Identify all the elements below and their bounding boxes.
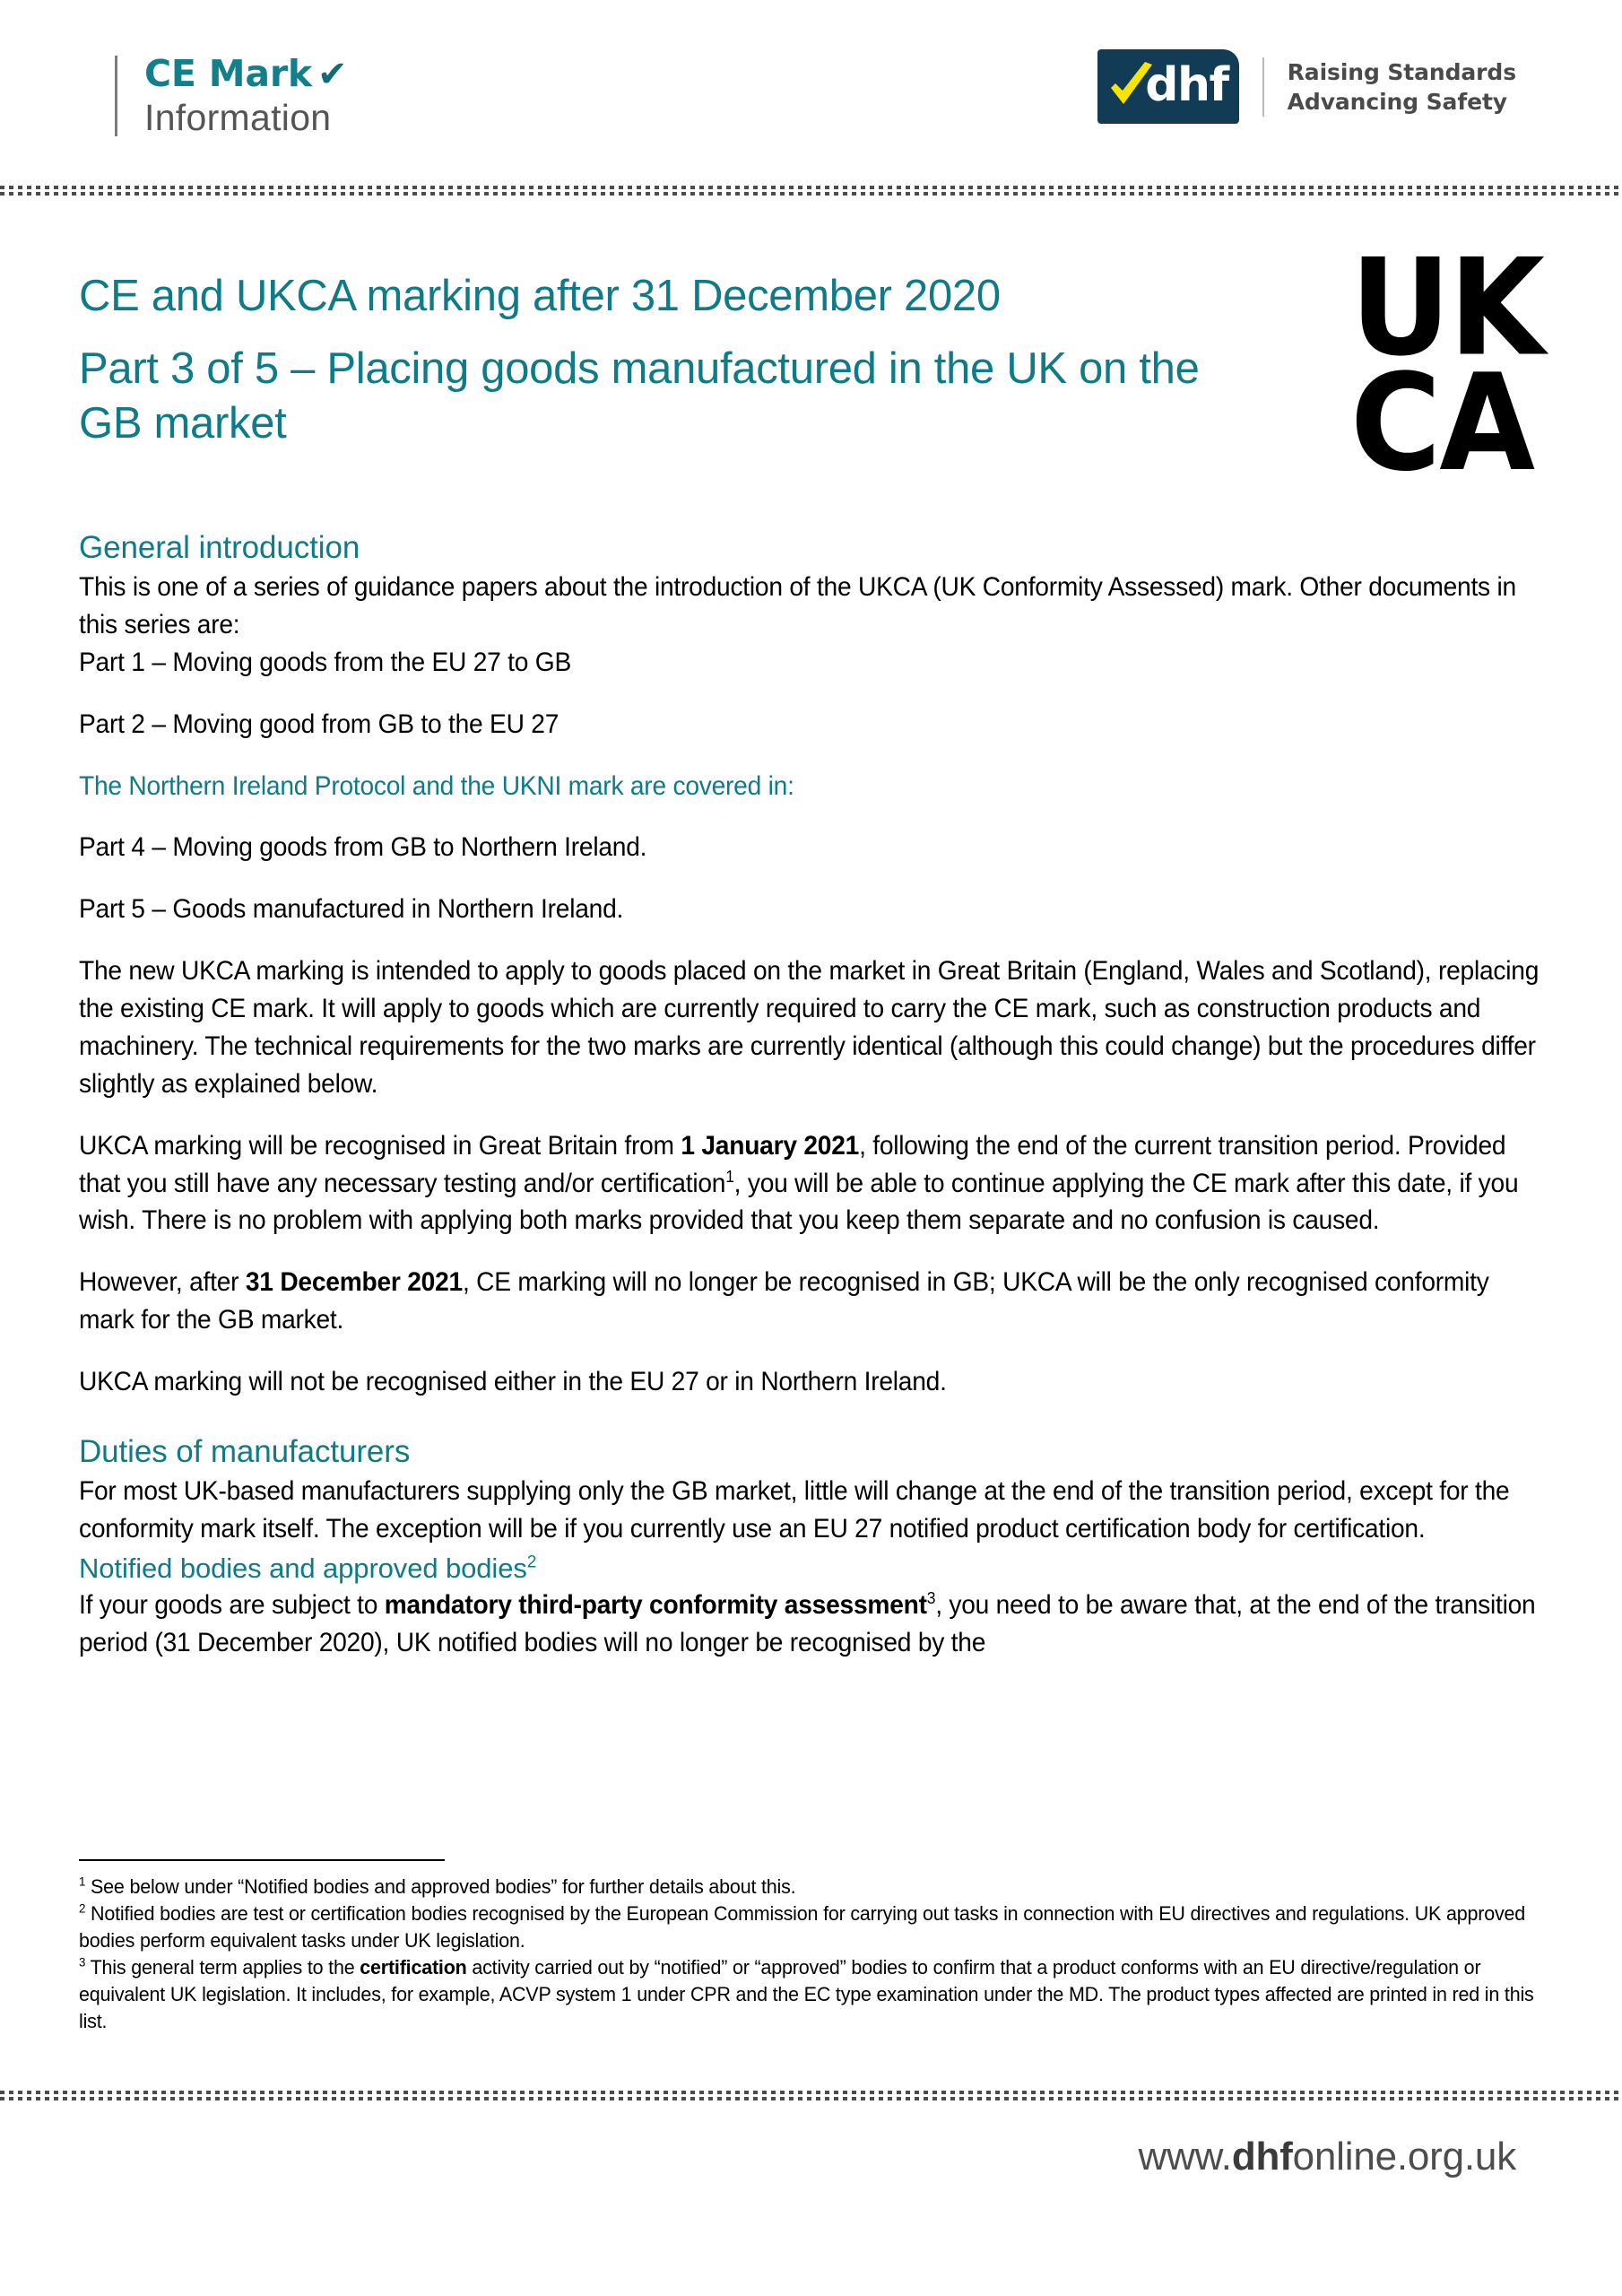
ukca-logo-line-2: CA — [1350, 344, 1534, 501]
footer-website-url[interactable] — [1139, 2135, 1517, 2179]
paragraph-part-1: Part 1 – Moving goods from the EU 27 to GB — [79, 647, 572, 677]
ce-mark-information-logo — [115, 52, 348, 138]
ce-mark-subtitle: Information — [144, 97, 332, 138]
footnote-separator-rule — [79, 1859, 445, 1861]
ce-mark-label: CE Mark — [144, 52, 312, 95]
footnote-3-text: activity carried out by “notified” or “approved” bodies to confirm that a product conforms with an EU directive/regulation or equivalent UK legislation. It includes, for example, ACVP system 1 under CPR and the EC type examination under the MD. The product types affected are printed in red in this list. — [79, 1955, 1534, 2032]
logo-divider-rule — [115, 56, 117, 136]
footnote-number-3: 3 — [79, 1954, 86, 1970]
dhf-tagline — [1288, 57, 1516, 117]
dhf-tagline-line-1: Raising Standards — [1287, 58, 1516, 85]
page-footer — [0, 2135, 1516, 2179]
paragraph-not-recognised-eu-ni: UKCA marking will not be recognised either in the EU 27 or in Northern Ireland. — [79, 1367, 947, 1396]
ce-mark-title — [144, 52, 348, 95]
footnote-3 — [79, 1954, 1543, 2035]
paragraph-ukca-recognised — [79, 1127, 1543, 1240]
paragraph-series-intro: This is one of a series of guidance papers about the introduction of the UKCA (UK Conformity Assessed) mark. Other documents in this series are: — [79, 572, 1516, 639]
emphasis-date-31-december-2021: 31 December 2021 — [245, 1267, 463, 1298]
text-run: If your goods are subject to — [79, 1589, 385, 1620]
url-prefix: www. — [1138, 2135, 1232, 2179]
emphasis-certification: certification — [360, 1955, 467, 1979]
footnote-ref-2: 2 — [526, 1552, 537, 1572]
paragraph-however-after-2021 — [79, 1264, 1543, 1339]
bottom-dotted-separator — [0, 2091, 1622, 2100]
ukca-mark-logo — [1350, 230, 1543, 501]
emphasis-mandatory-third-party: mandatory third-party conformity assessment — [384, 1589, 927, 1620]
footnote-ref-3: 3 — [926, 1587, 936, 1607]
subheading-label: Notified bodies and approved bodies — [79, 1552, 527, 1584]
footnote-2 — [79, 1900, 1543, 1954]
footnote-1-text: See below under “Notified bodies and approved bodies” for further details about this. — [85, 1875, 796, 1898]
footnote-number-2: 2 — [79, 1900, 86, 1916]
dhf-divider-rule — [1262, 57, 1264, 117]
url-brand: dhf — [1231, 2135, 1293, 2179]
text-run: , you need to be aware that, at the end of the transition period (31 December 2020), UK notified bodies will no longer be recognised by the — [79, 1589, 1536, 1657]
heading-duties-of-manufacturers: Duties of manufacturers — [79, 1433, 411, 1469]
paragraph-ni-protocol-note: The Northern Ireland Protocol and the UKNI mark are covered in: — [79, 770, 794, 801]
paragraph-part-2: Part 2 – Moving good from GB to the EU 27 — [79, 709, 559, 739]
dhf-logo — [1097, 49, 1516, 124]
footnote-1 — [79, 1874, 1543, 1900]
document-body — [79, 230, 1543, 1662]
dhf-checkmark-icon — [1108, 61, 1155, 111]
emphasis-date-1-january-2021: 1 January 2021 — [681, 1130, 860, 1161]
footnote-number-1: 1 — [79, 1874, 86, 1889]
text-run: , following the end of the current transition period. Provided that you still have any necessary testing and/or certification — [79, 1130, 1506, 1198]
ukca-logo-line-1: UK — [1350, 230, 1543, 387]
ce-mark-text-block — [144, 52, 348, 138]
text-run: , you will be able to continue applying the CE mark after this date, if you wish. There is no problem with applying both marks provided that you keep them separate and no confusion is caused. — [79, 1168, 1519, 1236]
top-dotted-separator — [0, 186, 1622, 196]
text-run: UKCA marking will be recognised in Great Britain from — [79, 1130, 681, 1161]
footnotes-block — [79, 1859, 1543, 2035]
paragraph-new-ukca-marking: The new UKCA marking is intended to apply to goods placed on the market in Great Britain (England, Wales and Scotland), replacing the existing CE mark. It will apply to goods which are currently required to carry the CE mark, such as construction products and machinery. The technical requirements for the two marks are currently identical (although this could change) but the procedures differ slightly as explained below. — [79, 956, 1540, 1099]
title-block — [79, 269, 1262, 451]
page-title: CE and UKCA marking after 31 December 2020 — [79, 272, 1001, 320]
paragraph-duties-intro: For most UK-based manufacturers supplying only the GB market, little will change at the end of the transition period, except for the conformity mark itself. The exception will be if you currently use an EU 27 notified product certification body for certification. — [79, 1475, 1510, 1544]
paragraph-mandatory-assessment — [79, 1587, 1543, 1662]
checkmark-icon: ✔ — [317, 54, 348, 95]
paragraph-part-5: Part 5 – Goods manufactured in Northern Ireland. — [79, 894, 624, 925]
dhf-badge — [1097, 49, 1239, 124]
paragraph-part-4: Part 4 – Moving goods from GB to Northern Ireland. — [79, 832, 647, 863]
subheading-notified-and-approved-bodies — [79, 1552, 1543, 1585]
title-row — [79, 230, 1543, 529]
dhf-wordmark: dhf — [1145, 58, 1228, 112]
text-run: , CE marking will no longer be recognised in GB; UKCA will be the only recognised conformity mark for the GB market. — [79, 1267, 1489, 1335]
dhf-tagline-line-2: Advancing Safety — [1287, 88, 1508, 115]
heading-general-introduction: General introduction — [79, 530, 360, 565]
text-run: This general term applies to the — [85, 1955, 360, 1979]
text-run: However, after — [79, 1267, 246, 1298]
footnote-ref-1: 1 — [725, 1166, 734, 1186]
page-subtitle: Part 3 of 5 – Placing goods manufactured in the UK on the GB market — [79, 344, 1200, 448]
url-suffix: online.org.uk — [1292, 2135, 1516, 2179]
page-header — [0, 0, 1622, 184]
footnote-2-text: Notified bodies are test or certification bodies recognised by the European Commission for carrying out tasks in connection with EU directives and regulations. UK approved bodies perform equivalent tasks under UK legislation. — [79, 1901, 1526, 1952]
